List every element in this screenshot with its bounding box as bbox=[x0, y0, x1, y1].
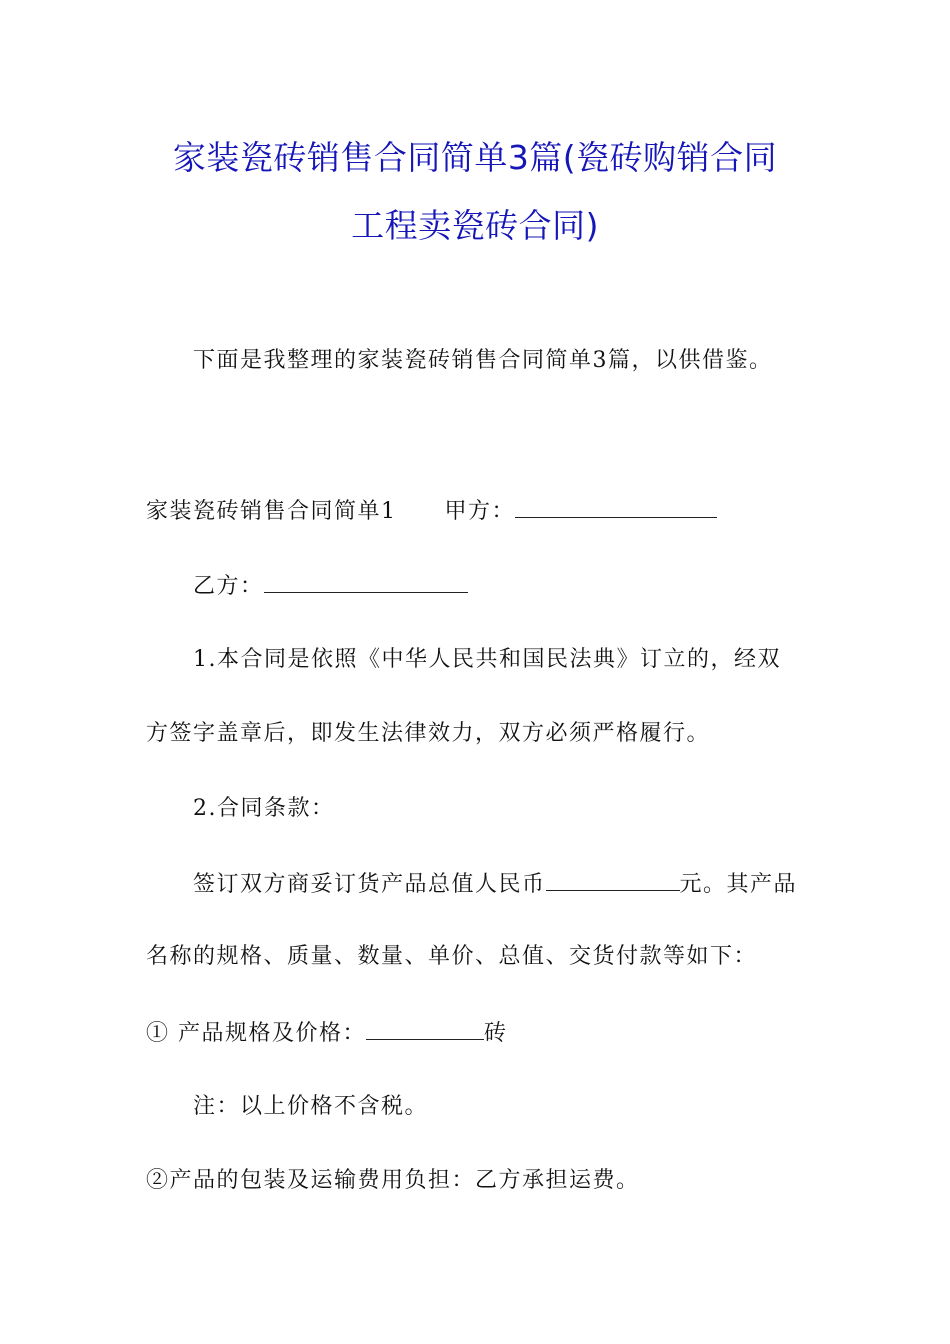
party-b-blank bbox=[264, 570, 468, 593]
contract-heading: 家装瓷砖销售合同简单1 bbox=[146, 499, 397, 524]
document-title-line-2: 工程卖瓷砖合同) bbox=[351, 206, 599, 245]
total-value-text: 签订双方商妥订货产品总值人民币 bbox=[193, 872, 546, 897]
party-a-label: 甲方： bbox=[444, 499, 516, 524]
item-1-label: ① 产品规格及价格： bbox=[146, 1021, 366, 1046]
clause2-heading: 2.合同条款： bbox=[193, 796, 335, 821]
document-title-line-1: 家装瓷砖销售合同简单3篇(瓷砖购销合同 bbox=[172, 138, 778, 177]
total-value-suffix: 元。其产品 bbox=[679, 872, 798, 897]
party-b-row bbox=[193, 570, 468, 602]
contract-heading-row bbox=[146, 495, 717, 527]
intro-paragraph: 下面是我整理的家装瓷砖销售合同简单3篇，以供借鉴。 bbox=[193, 348, 773, 373]
party-b-label: 乙方： bbox=[193, 574, 264, 599]
price-note: 注：以上价格不含税。 bbox=[193, 1094, 429, 1119]
item-1-row bbox=[146, 1017, 508, 1049]
item-2-row: ②产品的包装及运输费用负担：乙方承担运费。 bbox=[146, 1168, 640, 1193]
party-a-blank bbox=[515, 495, 717, 518]
item-1-blank bbox=[366, 1017, 484, 1040]
clause1-line-2: 方签字盖章后，即发生法律效力，双方必须严格履行。 bbox=[146, 721, 711, 746]
clause2-paragraph-line-2: 名称的规格、质量、数量、单价、总值、交货付款等如下： bbox=[146, 944, 758, 969]
item-1-suffix: 砖 bbox=[484, 1021, 508, 1046]
clause2-paragraph-line-1 bbox=[193, 868, 797, 900]
total-value-blank bbox=[546, 868, 680, 891]
clause1-line-1: 1.本合同是依照《中华人民共和国民法典》订立的，经双 bbox=[193, 647, 781, 672]
